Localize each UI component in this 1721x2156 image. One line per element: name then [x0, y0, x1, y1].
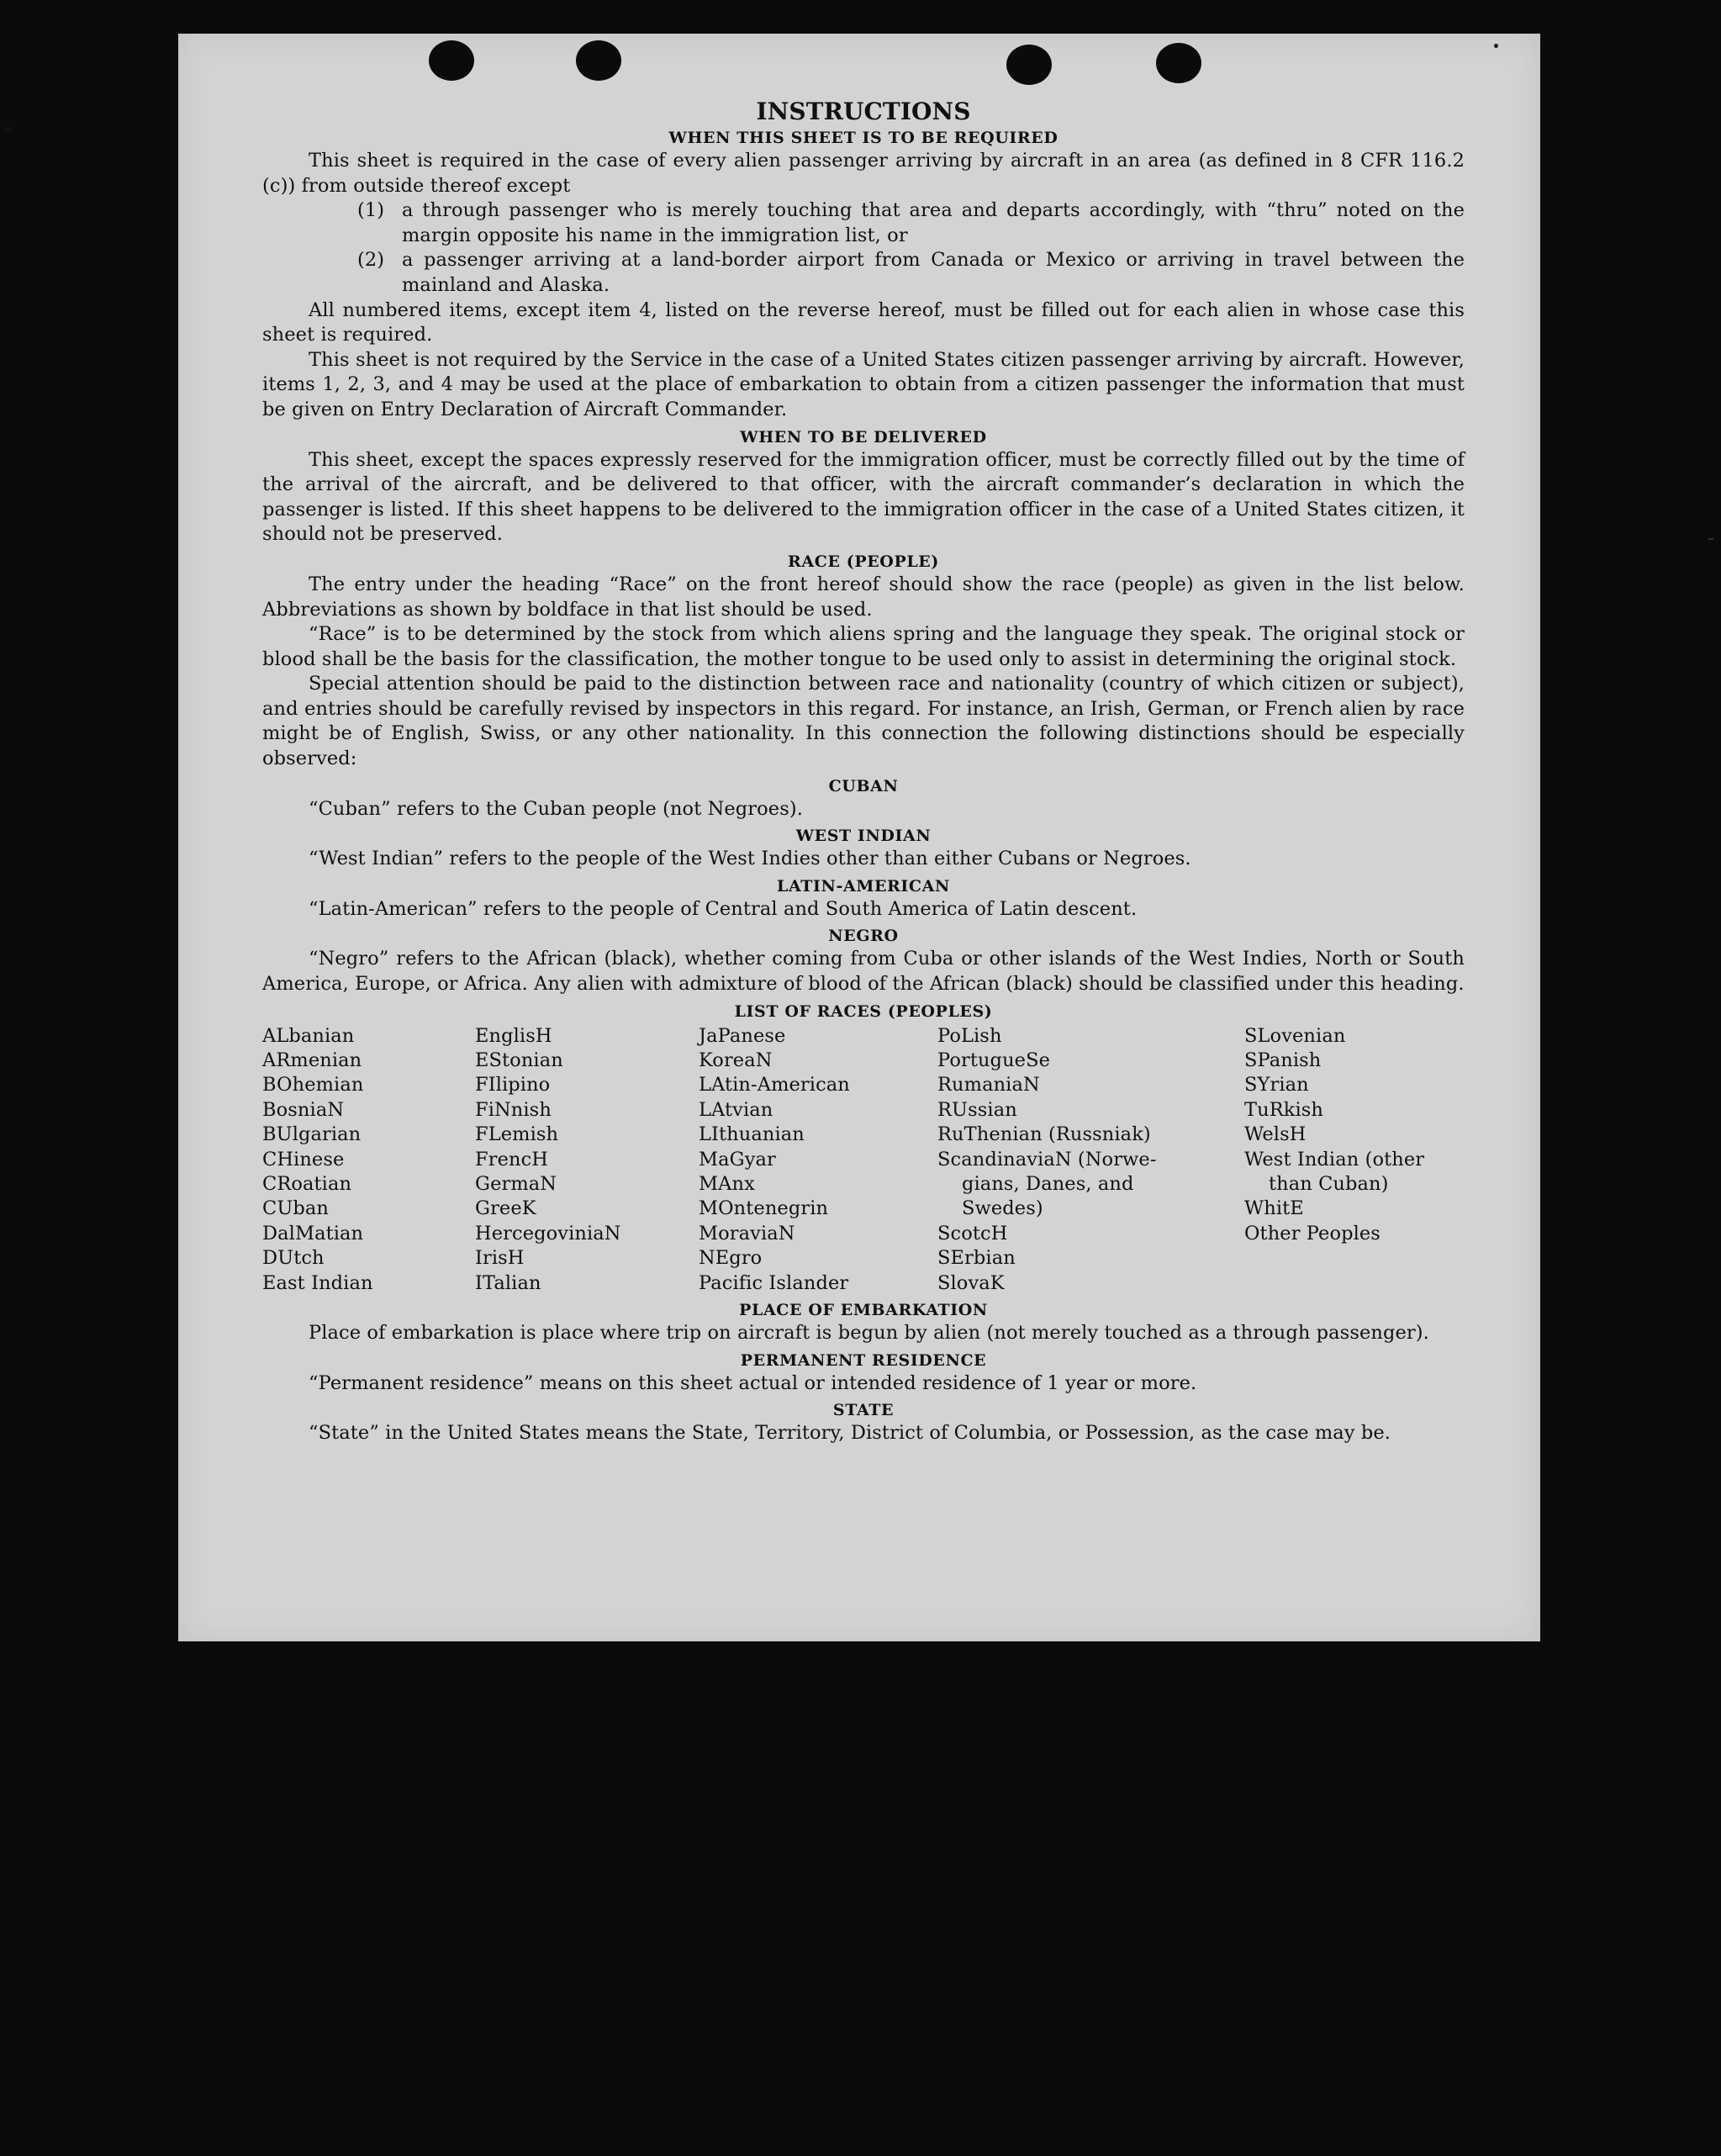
race-entry: RUssian [937, 1098, 1017, 1121]
race-entry: WelsH [1244, 1123, 1307, 1146]
race-entry: Other Peoples [1244, 1222, 1380, 1244]
punch-hole [1156, 43, 1201, 83]
race-entry: SPanish [1244, 1049, 1322, 1072]
race-entry: West Indian (other [1244, 1148, 1425, 1170]
race-entry: TuRkish [1244, 1098, 1324, 1121]
punch-hole [1006, 45, 1052, 85]
paragraph-residence: “Permanent residence” means on this sheet actual or intended residence of 1 year or more. [309, 1371, 1197, 1394]
race-entry: FiNnish [475, 1098, 552, 1121]
race-entry: MOntenegrin [699, 1197, 829, 1220]
page-title: INSTRUCTIONS [756, 98, 971, 125]
race-entry: HercegoviniaN [475, 1222, 621, 1244]
race-entry: Pacific Islander [699, 1271, 849, 1294]
race-entry: EStonian [475, 1049, 563, 1072]
race-entry: PortugueSe [937, 1049, 1051, 1072]
race-entry: GreeK [475, 1197, 536, 1220]
race-entry: RuThenian (Russniak) [937, 1123, 1151, 1146]
race-entry: SLovenian [1244, 1024, 1346, 1047]
races-column [699, 1024, 937, 1296]
paragraph-numbered-items: All numbered items, except item 4, listed on the reverse hereof, must be filled out for each alien in whose case this sheet is required. [262, 299, 1465, 346]
race-entry-continued: than Cuban) [1269, 1173, 1389, 1196]
race-entry: ITalian [475, 1271, 541, 1294]
exception-text: a passenger arriving at a land-border airport from Canada or Mexico or arriving in travel between the mainland and Alaska. [402, 249, 1465, 296]
race-entry: ALbanian [262, 1024, 355, 1047]
race-entry: LAtvian [699, 1098, 773, 1121]
races-column [262, 1024, 475, 1296]
heading-west-indian: WEST INDIAN [795, 827, 932, 846]
document-page [178, 34, 1540, 1641]
race-entry: CRoatian [262, 1173, 352, 1196]
race-entry: MAnx [699, 1173, 755, 1196]
race-entry: SErbian [937, 1247, 1016, 1270]
paragraph-citizen: This sheet is not required by the Service in the case of a United States citizen passenger arriving by aircraft. However, items 1, 2, 3, and 4 may be used at the place of embarkation to obtain from a citizen passenger the information that must be given on Entry Declaration of Aircraft Commander. [262, 348, 1465, 420]
races-column [1244, 1024, 1465, 1296]
paragraph-latin-american: “Latin-American” refers to the people of Central and South America of Latin descent. [309, 897, 1138, 920]
race-entry: PoLish [937, 1024, 1002, 1047]
heading-cuban: CUBAN [828, 776, 899, 795]
exception-number: (2) [357, 249, 385, 272]
heading-when-required: WHEN THIS SHEET IS TO BE REQUIRED [668, 129, 1058, 147]
race-entry: IrisH [475, 1247, 525, 1270]
paragraph-negro: “Negro” refers to the African (black), whether coming from Cuba or other islands of the West Indies, North or South America, Europe, or Africa. Any alien with admixture of blood of the African (black) should be classified under this heading. [262, 948, 1465, 996]
film-speck [1708, 538, 1713, 540]
races-column [475, 1024, 699, 1296]
race-entry: DalMatian [262, 1222, 364, 1244]
race-entry-continued: gians, Danes, and [962, 1173, 1134, 1196]
heading-when-delivered: WHEN TO BE DELIVERED [740, 427, 987, 447]
races-list [262, 1024, 1465, 1296]
punch-hole [576, 40, 621, 81]
heading-list-of-races: LIST OF RACES (PEOPLES) [734, 1001, 993, 1021]
race-entry: FrencH [475, 1148, 548, 1170]
race-entry: RumaniaN [937, 1074, 1040, 1096]
ink-speck [1494, 44, 1498, 48]
race-entry: GermaN [475, 1173, 557, 1196]
race-entry: LAtin-American [699, 1074, 850, 1096]
race-entry: BOhemian [262, 1074, 364, 1096]
race-entry: WhitE [1244, 1197, 1304, 1220]
heading-negro: NEGRO [828, 927, 899, 946]
race-entry: ScandinaviaN (Norwe- [937, 1148, 1157, 1170]
exception-item [357, 248, 1465, 298]
race-entry: MaGyar [699, 1148, 776, 1170]
race-entry: BUlgarian [262, 1123, 362, 1146]
paragraph-cuban: “Cuban” refers to the Cuban people (not Negroes). [309, 797, 803, 820]
heading-embarkation: PLACE OF EMBARKATION [739, 1301, 988, 1320]
race-entry: BosniaN [262, 1098, 345, 1121]
race-entry: SlovaK [937, 1271, 1005, 1294]
race-entry: CHinese [262, 1148, 345, 1170]
exception-text: a through passenger who is merely touching that area and departs accordingly, with “thru” noted on the margin opposite his name in the immigration list, or [402, 199, 1465, 246]
paragraph-required-intro: This sheet is required in the case of every alien passenger arriving by aircraft in an area (as defined in 8 CFR 116.2 (c)) from outside thereof except [262, 150, 1465, 197]
race-entry-continued: Swedes) [962, 1197, 1043, 1220]
paragraph-race-3: Special attention should be paid to the distinction between race and nationality (country of which citizen or subject), and entries should be carefully revised by inspectors in this regard. For instance, an Irish, German, or French alien by race might be of English, Swiss, or any other nationality. In this connection the following distinctions should be especially observed: [262, 673, 1465, 770]
paragraph-race-2: “Race” is to be determined by the stock from which aliens spring and the language they speak. The original stock or blood shall be the basis for the classification, the mother tongue to be used only to assist in determining the original stock. [262, 623, 1465, 670]
race-entry: KoreaN [699, 1049, 773, 1072]
race-entry: East Indian [262, 1271, 373, 1294]
instructions-body [262, 97, 1465, 1446]
race-entry: FIlipino [475, 1074, 551, 1096]
paragraph-embarkation: Place of embarkation is place where trip on aircraft is begun by alien (not merely touched as a through passenger). [309, 1322, 1429, 1345]
race-entry: EnglisH [475, 1024, 552, 1047]
paragraph-state: “State” in the United States means the State, Territory, District of Columbia, or Possession, as the case may be. [309, 1422, 1391, 1445]
race-entry: ScotcH [937, 1222, 1008, 1244]
punch-hole [429, 40, 474, 81]
paragraph-west-indian: “West Indian” refers to the people of the West Indies other than either Cubans or Negroes. [309, 848, 1191, 870]
heading-race: RACE (PEOPLE) [788, 552, 939, 571]
races-column [937, 1024, 1244, 1296]
exception-item [357, 198, 1465, 248]
race-entry: MoraviaN [699, 1222, 795, 1244]
race-entry: DUtch [262, 1247, 325, 1270]
race-entry: SYrian [1244, 1074, 1309, 1096]
race-entry: ARmenian [262, 1049, 362, 1072]
heading-latin-american: LATIN-AMERICAN [777, 876, 950, 896]
race-entry: LIthuanian [699, 1123, 805, 1146]
heading-residence: PERMANENT RESIDENCE [740, 1350, 987, 1370]
race-entry: JaPanese [699, 1024, 786, 1047]
film-speck [5, 128, 12, 130]
exception-number: (1) [357, 199, 385, 222]
race-entry: CUban [262, 1197, 329, 1220]
race-entry: FLemish [475, 1123, 559, 1146]
heading-state: STATE [832, 1401, 895, 1420]
race-entry: NEgro [699, 1247, 763, 1270]
paragraph-race-1: The entry under the heading “Race” on the front hereof should show the race (people) as given in the list below. Abbreviations as shown by boldface in that list should be used. [262, 573, 1465, 621]
paragraph-delivered: This sheet, except the spaces expressly reserved for the immigration officer, must be correctly filled out by the time of the arrival of the aircraft, and be delivered to that officer, with the aircraft commander’s declaration in which the passenger is listed. If this sheet happens to be delivered to the immigration officer in the case of a United States citizen, it should not be preserved. [262, 448, 1465, 546]
